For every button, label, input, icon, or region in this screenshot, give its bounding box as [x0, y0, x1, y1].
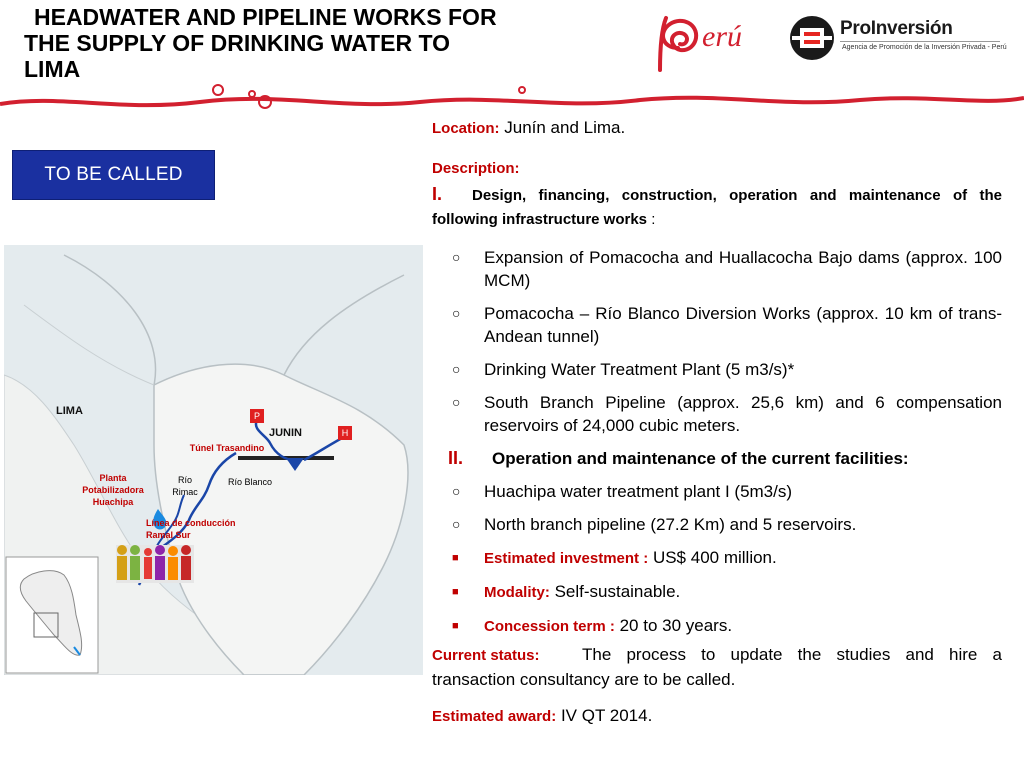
- proinversion-emblem-icon: [788, 14, 836, 62]
- title-line-1: HEADWATER AND PIPELINE WORKS FOR: [34, 4, 497, 30]
- rimac-label-line-2: Rimac: [172, 487, 198, 497]
- investment-label: Estimated investment :: [484, 550, 649, 567]
- rimac-label-line-1: Río: [177, 475, 192, 485]
- region-lima-label: LIMA: [56, 405, 83, 417]
- circle-bullet-icon: ○: [452, 483, 461, 499]
- works-list: [448, 246, 1002, 648]
- list-item: ○ North branch pipeline (27.2 Km) and 5 reservoirs.: [452, 515, 857, 534]
- item-2: [448, 447, 1002, 470]
- square-bullet-icon: ■: [452, 586, 459, 598]
- circle-bullet-icon: ○: [452, 516, 461, 532]
- modality-label: Modality:: [484, 584, 550, 601]
- list-item: ○ Huachipa water treatment plant I (5m3/s): [452, 482, 793, 501]
- peru-inset-map: [6, 557, 98, 673]
- rio-blanco-label: Río Blanco: [227, 477, 273, 487]
- term-row: [452, 614, 1002, 638]
- proinversion-name: ProInversión: [840, 18, 953, 39]
- proinversion-logo: [788, 14, 1008, 74]
- item-1-text: Design, financing, construction, operation and maintenance of the following infrastructure works: [432, 187, 1002, 228]
- award-label: Estimated award:: [432, 708, 557, 725]
- project-map-graphic: [4, 245, 423, 675]
- item-2-numeral: II.: [448, 448, 464, 468]
- circle-bullet-icon: ○: [452, 249, 461, 265]
- square-bullet-icon: ■: [452, 552, 459, 564]
- title-line-2: THE SUPPLY OF DRINKING WATER TO: [24, 30, 450, 56]
- page-title: [24, 4, 624, 82]
- header-wave-decoration: [0, 80, 1024, 120]
- term-label: Concession term :: [484, 618, 615, 635]
- plant-label-line-3: Huachipa: [92, 497, 134, 507]
- proinversion-subtitle: Agencia de Promoción de la Inversión Privada - Perú: [842, 44, 1007, 51]
- pipeline-label-line-1: Línea de conducción: [146, 518, 236, 528]
- peru-logo: [652, 8, 772, 81]
- plant-label: [74, 472, 152, 508]
- item-2-text: Operation and maintenance of the current facilities:: [492, 449, 909, 468]
- circle-bullet-icon: ○: [452, 394, 461, 410]
- circle-bullet-icon: ○: [452, 361, 461, 377]
- item-1-suffix: :: [647, 211, 656, 228]
- plant-label-line-2: Potabilizadora: [82, 485, 144, 495]
- pipeline-label-line-2: Ramal Sur: [146, 530, 191, 540]
- status-row: [432, 643, 1002, 692]
- investment-value: US$ 400 million.: [648, 548, 777, 567]
- proinversion-divider: [840, 41, 1000, 42]
- modality-row: [452, 580, 1002, 604]
- square-bullet-icon: ■: [452, 620, 459, 632]
- to-be-called-badge: TO BE CALLED: [12, 150, 215, 200]
- region-junin-label: JUNIN: [269, 427, 303, 439]
- circle-bullet-icon: ○: [452, 305, 461, 321]
- item-1-numeral: I.: [432, 184, 443, 204]
- location-row: [432, 118, 625, 138]
- status-label: Current status:: [432, 647, 540, 664]
- peru-logo-text: erú: [702, 20, 742, 53]
- list-item: ○ South Branch Pipeline (approx. 25,6 km) and 6 compensation reservoirs of 24,000 cubic meters.: [452, 393, 1002, 435]
- term-value: 20 to 30 years.: [614, 616, 733, 635]
- description-label: Description:: [432, 160, 520, 177]
- plant-label-line-1: Planta: [99, 473, 127, 483]
- item-1: [432, 182, 1002, 232]
- list-item: ○ Drinking Water Treatment Plant (5 m3/s)*: [452, 360, 795, 379]
- marker-h: H: [338, 426, 352, 440]
- title-line-3: LIMA: [24, 56, 81, 82]
- list-item: ○ Expansion of Pomacocha and Huallacocha Bajo dams (approx. 100 MCM): [452, 248, 1002, 290]
- status-value: The process to update the studies and hire a transaction consultancy are to be called.: [432, 645, 1002, 689]
- award-row: [432, 706, 652, 726]
- location-value: Junín and Lima.: [504, 118, 626, 137]
- project-map: [4, 245, 423, 675]
- people-group-icon: [116, 545, 194, 583]
- award-value: IV QT 2014.: [556, 706, 653, 725]
- modality-value: Self-sustainable.: [549, 582, 681, 601]
- location-label: Location:: [432, 120, 500, 137]
- tunnel-label: Túnel Trasandino: [189, 443, 265, 453]
- list-item: ○ Pomacocha – Río Blanco Diversion Works (approx. 10 km of trans-Andean tunnel): [452, 304, 1002, 346]
- peru-spiral-icon: [652, 8, 772, 76]
- pipeline-label: [146, 517, 250, 541]
- rimac-river-label: [170, 474, 200, 498]
- marker-p: P: [250, 409, 264, 423]
- investment-row: [452, 546, 1002, 570]
